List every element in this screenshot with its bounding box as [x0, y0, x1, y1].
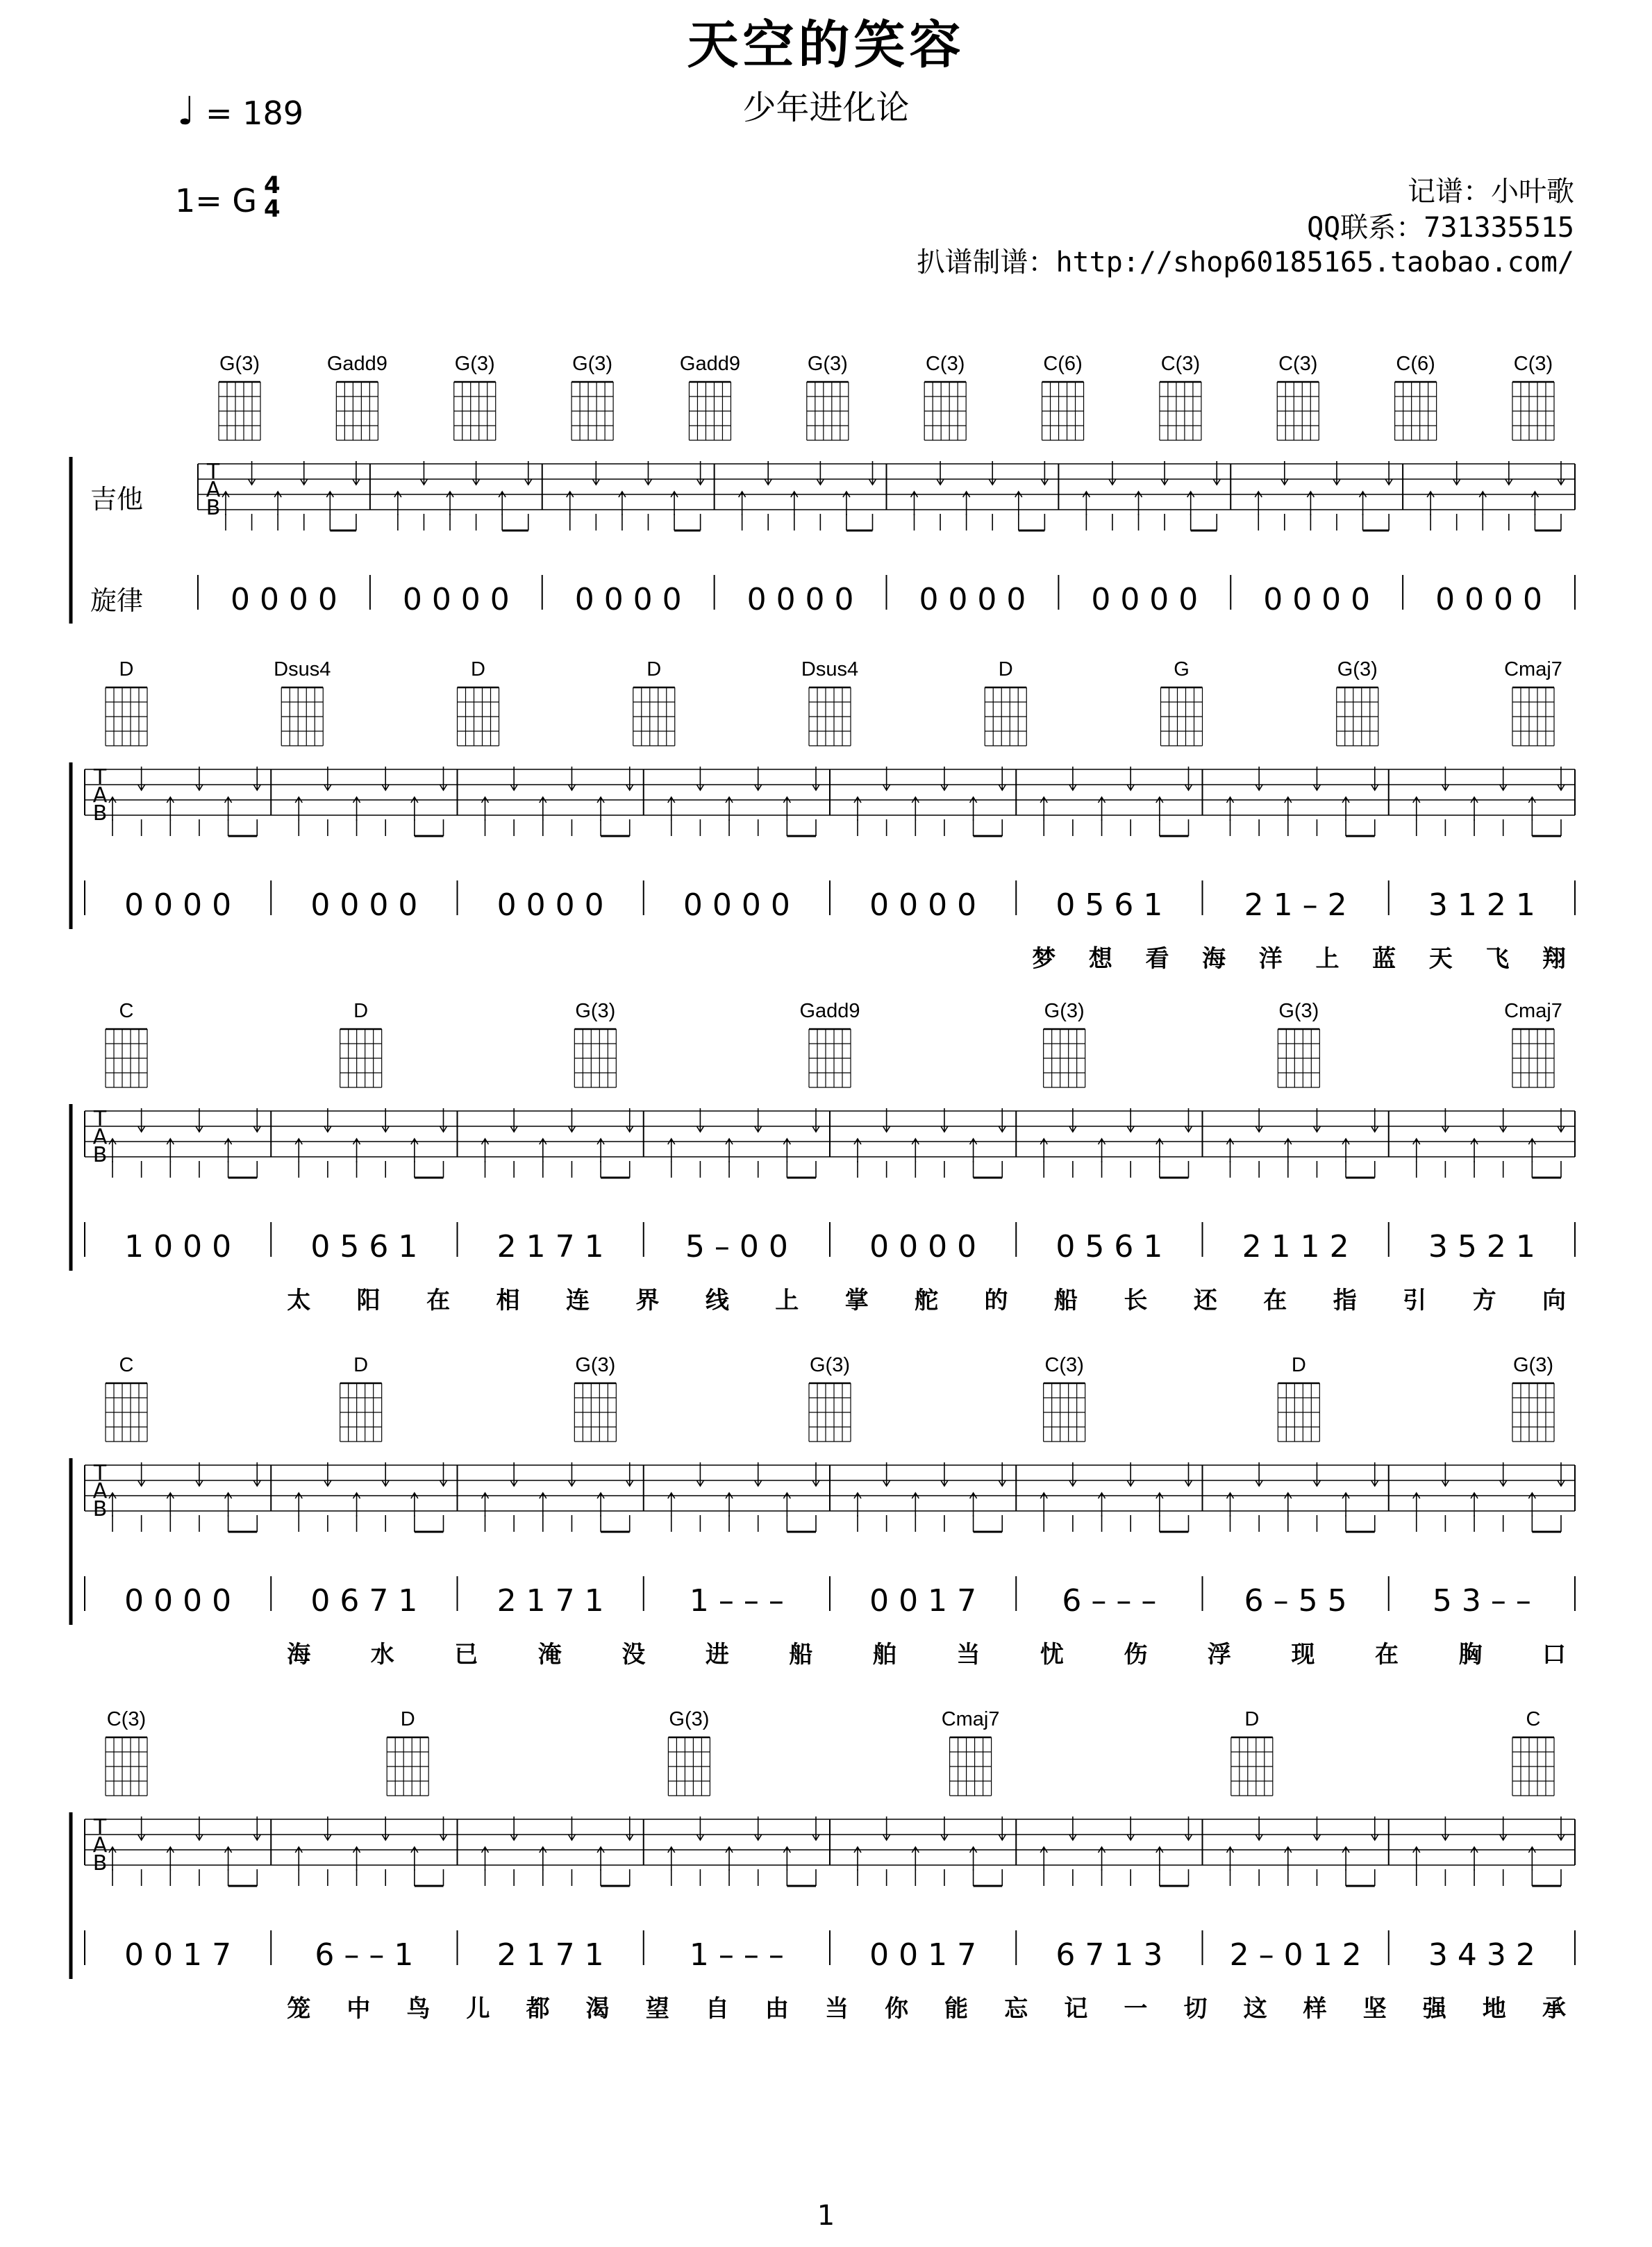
- lyric-syllable: 翔: [1542, 945, 1566, 973]
- lyric-syllable: 指: [1333, 1287, 1357, 1314]
- jianpu-measure: 0 0 0 0: [919, 582, 1026, 617]
- tab-clef-letter: T: [93, 765, 107, 790]
- jianpu-measure: 2 1 7 1: [497, 1937, 604, 1973]
- chord-name: Cmaj7: [1504, 658, 1562, 680]
- lyric-syllable: 胸: [1458, 1641, 1483, 1669]
- tempo-value: = 189: [206, 94, 304, 132]
- jianpu-measure: 2 1 – 2: [1244, 887, 1347, 923]
- chord-name: D: [998, 658, 1013, 680]
- chord-name: G(3): [575, 1000, 616, 1022]
- lyric-syllable: 船: [1053, 1287, 1078, 1314]
- chord-name: D: [1291, 1354, 1306, 1376]
- page-number: 1: [817, 2200, 835, 2232]
- lyric-syllable: 看: [1145, 945, 1169, 973]
- lyric-syllable: 天: [1428, 945, 1453, 973]
- lyric-syllable: 地: [1482, 1995, 1506, 2023]
- lyric-syllable: 阳: [356, 1287, 381, 1314]
- shop-link[interactable]: 扒谱制谱：http://shop60185165.taobao.com/: [917, 247, 1574, 278]
- lyric-syllable: 这: [1243, 1995, 1267, 2023]
- chord-name: Gadd9: [799, 1000, 860, 1022]
- jianpu-measure: 0 6 7 1: [310, 1583, 418, 1619]
- jianpu-measure: 1 – – –: [689, 1937, 784, 1973]
- lyric-syllable: 连: [565, 1287, 590, 1314]
- lyric-syllable: 向: [1542, 1287, 1566, 1314]
- jianpu-measure: 0 5 6 1: [310, 1229, 418, 1264]
- tab-clef-letter: A: [92, 1125, 108, 1149]
- chord-name: G(3): [1337, 658, 1378, 680]
- lyric-syllable: 还: [1193, 1287, 1217, 1314]
- lyric-syllable: 掌: [844, 1287, 869, 1314]
- lyric-syllable: 现: [1291, 1641, 1315, 1669]
- lyric-syllable: 进: [705, 1641, 729, 1669]
- tab-clef-letter: B: [92, 1143, 108, 1167]
- lyric-syllable: 洋: [1258, 945, 1283, 973]
- lyric-syllable: 海: [287, 1641, 311, 1669]
- tab-clef-letter: A: [92, 1833, 108, 1857]
- jianpu-measure: 6 – 5 5: [1244, 1583, 1347, 1619]
- lyric-syllable: 你: [885, 1995, 909, 2023]
- jianpu-measure: 0 0 0 0: [230, 582, 337, 617]
- tab-clef-letter: A: [92, 783, 108, 808]
- chord-name: G(3): [1513, 1354, 1553, 1376]
- chord-name: C: [1526, 1708, 1541, 1730]
- chord-name: G: [1174, 658, 1190, 680]
- chord-name: G(3): [575, 1354, 616, 1376]
- chord-name: C(6): [1043, 353, 1083, 375]
- jianpu-measure: 0 0 0 0: [869, 1229, 977, 1264]
- key-signature: 1= G: [175, 182, 258, 219]
- jianpu-measure: 2 1 7 1: [497, 1583, 604, 1619]
- melody-label: 旋律: [90, 585, 144, 616]
- lyric-syllable: 都: [526, 1995, 550, 2023]
- lyric-syllable: 记: [1064, 1995, 1088, 2023]
- jianpu-measure: 0 0 1 7: [869, 1583, 977, 1619]
- lyric-syllable: 伤: [1124, 1641, 1148, 1669]
- lyric-syllable: 长: [1124, 1287, 1148, 1314]
- jianpu-measure: 0 0 0 0: [497, 887, 604, 923]
- time-signature-bottom: 4: [264, 195, 281, 223]
- lyric-syllable: 忘: [1004, 1995, 1028, 2023]
- lyric-syllable: 舶: [872, 1641, 896, 1669]
- chord-name: C: [119, 1000, 134, 1022]
- time-signature-top: 4: [264, 172, 281, 199]
- tab-clef-letter: T: [93, 1815, 107, 1839]
- chord-name: D: [1244, 1708, 1260, 1730]
- lyric-syllable: 飞: [1485, 945, 1510, 973]
- chord-name: D: [353, 1354, 369, 1376]
- lyric-syllable: 承: [1542, 1995, 1566, 2023]
- lyric-syllable: 太: [287, 1287, 311, 1314]
- lyric-syllable: 儿: [466, 1995, 490, 2023]
- lyric-syllable: 上: [775, 1287, 799, 1314]
- tab-clef-letter: B: [206, 496, 221, 520]
- chord-name: D: [353, 1000, 369, 1022]
- jianpu-measure: 0 5 6 1: [1056, 887, 1163, 923]
- jianpu-measure: 2 – 0 1 2: [1229, 1937, 1362, 1973]
- artist-name: 少年进化论: [742, 88, 910, 127]
- tab-clef-letter: T: [93, 1107, 107, 1131]
- lyric-syllable: 样: [1303, 1995, 1327, 2023]
- lyric-syllable: 当: [956, 1641, 981, 1669]
- lyric-syllable: 梦: [1032, 945, 1056, 973]
- lyric-syllable: 在: [426, 1287, 451, 1314]
- chord-name: C(3): [1513, 353, 1553, 375]
- tab-clef-letter: A: [92, 1479, 108, 1503]
- lyric-syllable: 当: [825, 1995, 849, 2023]
- song-title: 天空的笑容: [687, 15, 965, 75]
- lyric-syllable: 笼: [287, 1995, 311, 2023]
- jianpu-measure: 3 4 3 2: [1428, 1937, 1535, 1973]
- lyric-syllable: 淹: [537, 1641, 562, 1669]
- chord-name: G(3): [807, 353, 848, 375]
- tab-clef-letter: B: [92, 1497, 108, 1521]
- chord-name: D: [400, 1708, 415, 1730]
- lyric-syllable: 上: [1315, 945, 1340, 973]
- jianpu-measure: 0 0 0 0: [402, 582, 510, 617]
- lyric-syllable: 能: [944, 1995, 969, 2023]
- chord-name: Dsus4: [274, 658, 331, 680]
- lyric-syllable: 的: [984, 1287, 1008, 1314]
- jianpu-measure: 5 – 0 0: [685, 1229, 788, 1264]
- tab-clef-letter: A: [206, 478, 221, 502]
- lyric-syllable: 在: [1263, 1287, 1287, 1314]
- jianpu-measure: 0 0 0 0: [1435, 582, 1543, 617]
- chord-name: D: [471, 658, 485, 680]
- lyric-syllable: 切: [1183, 1995, 1208, 2023]
- lyric-syllable: 界: [635, 1287, 660, 1314]
- transcriber-credit: 记谱：小叶歌: [1408, 176, 1574, 208]
- chord-name: C: [119, 1354, 134, 1376]
- jianpu-measure: 1 – – –: [689, 1583, 784, 1619]
- lyric-syllable: 舵: [915, 1287, 939, 1314]
- guitar-label: 吉他: [90, 484, 144, 515]
- lyric-syllable: 没: [621, 1641, 646, 1669]
- chord-name: G(3): [669, 1708, 710, 1730]
- lyric-syllable: 口: [1542, 1641, 1566, 1669]
- lyric-syllable: 自: [705, 1995, 729, 2023]
- lyric-syllable: 由: [765, 1995, 789, 2023]
- lyric-syllable: 引: [1403, 1287, 1427, 1314]
- chord-name: C(3): [925, 353, 965, 375]
- lyric-syllable: 忧: [1040, 1641, 1064, 1669]
- chord-name: C(3): [1278, 353, 1318, 375]
- jianpu-measure: 0 0 0 0: [1091, 582, 1199, 617]
- lyric-syllable: 线: [705, 1287, 729, 1314]
- jianpu-measure: 0 0 1 7: [869, 1937, 977, 1973]
- lyric-syllable: 坚: [1362, 1995, 1387, 2023]
- jianpu-measure: 0 0 0 0: [310, 887, 418, 923]
- quarter-note-icon: ♩: [177, 89, 196, 134]
- jianpu-measure: 0 0 0 0: [124, 1583, 232, 1619]
- lyric-syllable: 渴: [585, 1995, 610, 2023]
- tab-clef-letter: T: [206, 460, 220, 484]
- chord-name: C(3): [1044, 1354, 1084, 1376]
- tab-clef-letter: B: [92, 801, 108, 826]
- chord-name: G(3): [810, 1354, 850, 1376]
- chord-name: G(3): [454, 353, 495, 375]
- chord-name: Cmaj7: [941, 1708, 1000, 1730]
- lyric-syllable: 海: [1202, 945, 1226, 973]
- jianpu-measure: 2 1 7 1: [497, 1229, 604, 1264]
- lyric-syllable: 方: [1472, 1287, 1496, 1314]
- chord-name: C(6): [1396, 353, 1435, 375]
- chord-name: G(3): [219, 353, 260, 375]
- lyric-syllable: 船: [789, 1641, 813, 1669]
- jianpu-measure: 3 1 2 1: [1428, 887, 1535, 923]
- chord-name: G(3): [1278, 1000, 1319, 1022]
- lyric-syllable: 已: [454, 1641, 478, 1669]
- lyric-syllable: 相: [496, 1287, 520, 1314]
- chord-name: Cmaj7: [1504, 1000, 1562, 1022]
- tab-clef-letter: T: [93, 1461, 107, 1485]
- chord-name: D: [119, 658, 134, 680]
- jianpu-measure: 0 0 0 0: [683, 887, 790, 923]
- lyric-syllable: 想: [1088, 945, 1112, 973]
- lyric-syllable: 水: [370, 1641, 394, 1669]
- lyric-syllable: 中: [347, 1995, 371, 2023]
- jianpu-measure: 0 0 0 0: [1263, 582, 1371, 617]
- jianpu-measure: 0 0 0 0: [574, 582, 682, 617]
- jianpu-measure: 0 0 1 7: [124, 1937, 232, 1973]
- chord-name: C(3): [106, 1708, 147, 1730]
- jianpu-measure: 0 0 0 0: [124, 887, 232, 923]
- chord-name: Gadd9: [326, 353, 387, 375]
- qq-contact: QQ联系：731335515: [1307, 212, 1574, 244]
- chord-name: Gadd9: [679, 353, 740, 375]
- lyric-syllable: 望: [645, 1995, 669, 2023]
- chord-name: D: [646, 658, 662, 680]
- jianpu-measure: 0 0 0 0: [746, 582, 854, 617]
- chord-name: C(3): [1160, 353, 1201, 375]
- chord-name: G(3): [572, 353, 613, 375]
- jianpu-measure: 3 5 2 1: [1428, 1229, 1535, 1264]
- lyric-syllable: 浮: [1207, 1641, 1231, 1669]
- chord-name: Dsus4: [801, 658, 859, 680]
- jianpu-measure: 2 1 1 2: [1242, 1229, 1349, 1264]
- jianpu-measure: 6 7 1 3: [1056, 1937, 1163, 1973]
- jianpu-measure: 0 0 0 0: [869, 887, 977, 923]
- jianpu-measure: 6 – – 1: [315, 1937, 414, 1973]
- tab-clef-letter: B: [92, 1851, 108, 1876]
- lyric-syllable: 鸟: [406, 1995, 431, 2023]
- jianpu-measure: 0 5 6 1: [1056, 1229, 1163, 1264]
- jianpu-measure: 5 3 – –: [1432, 1583, 1531, 1619]
- jianpu-measure: 1 0 0 0: [124, 1229, 232, 1264]
- lyric-syllable: 在: [1374, 1641, 1399, 1669]
- chord-name: G(3): [1044, 1000, 1085, 1022]
- lyric-syllable: 一: [1124, 1995, 1148, 2023]
- lyric-syllable: 强: [1422, 1995, 1446, 2023]
- jianpu-measure: 6 – – –: [1062, 1583, 1157, 1619]
- lyric-syllable: 蓝: [1372, 945, 1396, 973]
